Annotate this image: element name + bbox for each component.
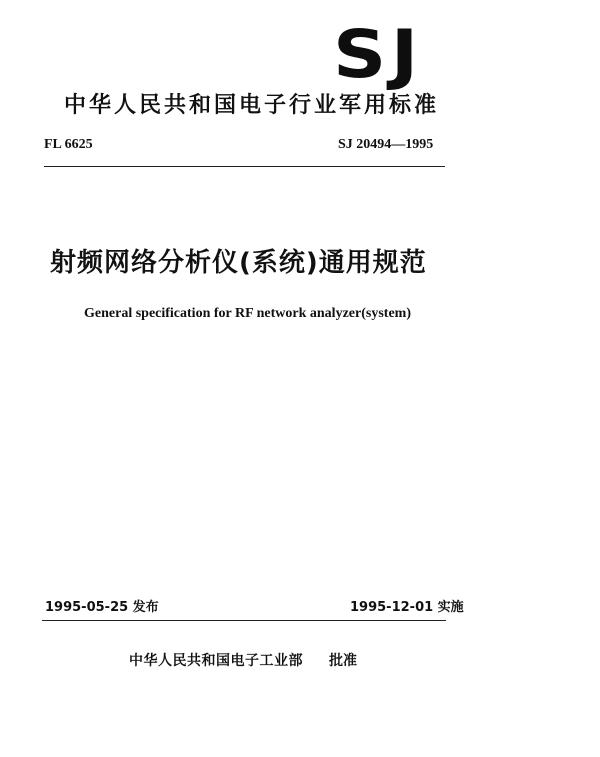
- header-divider: [44, 166, 445, 167]
- approval-label: 批准: [329, 653, 357, 669]
- sj-logo: SJ: [333, 16, 423, 93]
- document-title-english: General specification for RF network analyzer(system): [84, 306, 411, 321]
- standard-category-title: 中华人民共和国电子行业军用标准: [64, 93, 440, 118]
- effective-date: 1995-12-01 实施: [350, 600, 464, 615]
- classification-code: FL 6625: [44, 137, 93, 152]
- issue-date: 1995-05-25 发布: [45, 600, 159, 615]
- approving-authority: 中华人民共和国电子工业部: [129, 653, 303, 669]
- document-title-chinese: 射频网络分析仪(系统)通用规范: [50, 248, 427, 278]
- standard-number: SJ 20494—1995: [338, 137, 434, 152]
- footer-divider: [42, 620, 446, 621]
